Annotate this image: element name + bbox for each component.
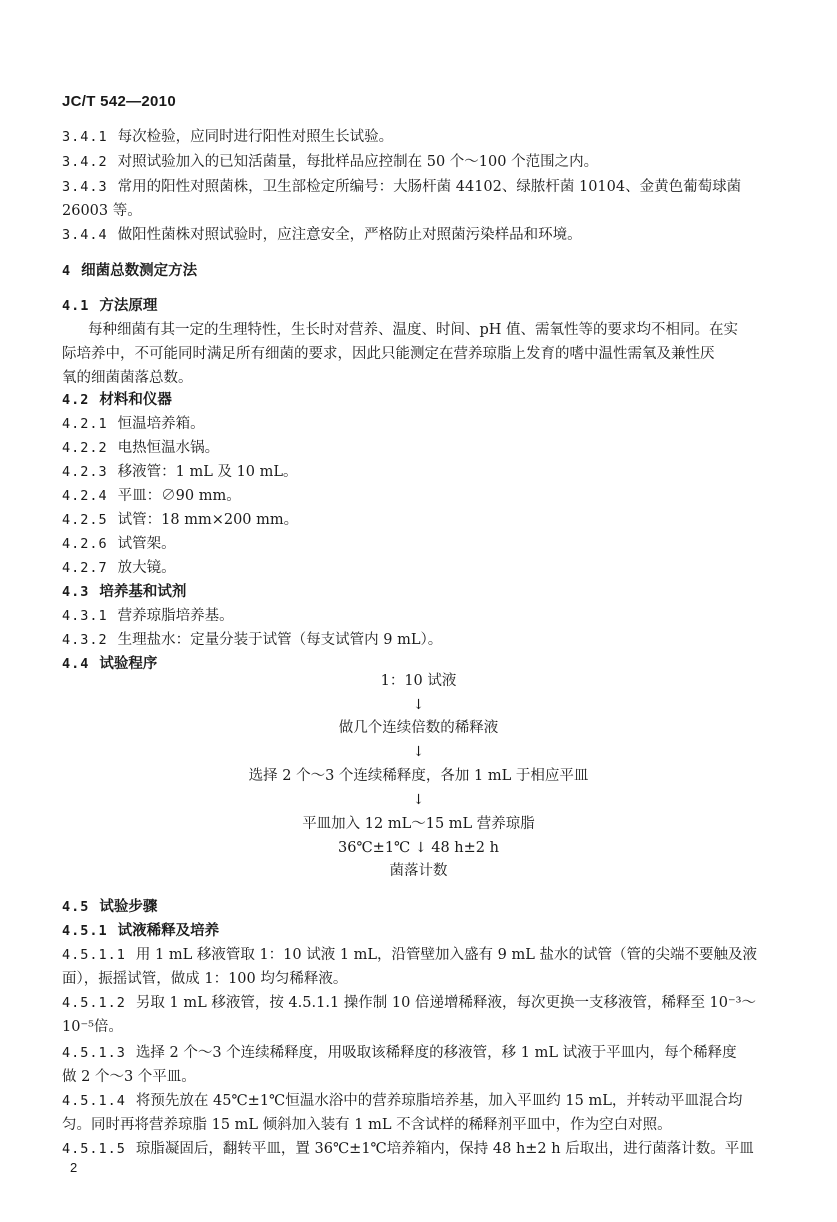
- clause-4-5-1-3-cont: 做 2 个～3 个平皿。: [62, 1069, 196, 1085]
- clause-4-5-1-2-cont: 10⁻⁵倍。: [62, 1019, 123, 1035]
- clause-4-5-1-3: 4.5.1.3 选择 2 个～3 个连续稀释度，用吸取该稀释度的移液管，移 1 mL 试液于平皿内，每个稀释度: [62, 1045, 737, 1061]
- clause-3-4-3-cont: 26003 等。: [62, 203, 142, 219]
- principle-paragraph-line-1: 每种细菌有其一定的生理特性，生长时对营养、温度、时间、pH 值、需氧性等的要求均不相同。在实: [88, 322, 739, 338]
- clause-3-4-1: 3.4.1 每次检验，应同时进行阳性对照生长试验。: [62, 129, 394, 145]
- clause-3-4-3: 3.4.3 常用的阳性对照菌株，卫生部检定所编号：大肠杆菌 44102、绿脓杆菌 10104、金黄色葡萄球菌: [62, 179, 742, 195]
- item-4-2-5: 4.2.5 试管：18 mm×200 mm。: [62, 512, 299, 528]
- clause-4-5-1-1: 4.5.1.1 用 1 mL 移液管取 1：10 试液 1 mL，沿管壁加入盛有 9 mL 盐水的试管（管的尖端不要触及液: [62, 947, 757, 963]
- flow-step-4: 平皿加入 12 mL～15 mL 营养琼脂: [302, 816, 535, 832]
- section-4-3-heading: 4.3 培养基和试剂: [62, 583, 187, 600]
- arrow-down-icon: ↓: [414, 840, 427, 856]
- item-4-2-1: 4.2.1 恒温培养箱。: [62, 416, 205, 432]
- section-4-heading: 4 细菌总数测定方法: [62, 262, 198, 279]
- flow-step-1: 1：10 试液: [380, 673, 457, 689]
- clause-4-5-1-4: 4.5.1.4 将预先放在 45℃±1℃恒温水浴中的营养琼脂培养基，加入平皿约 15 mL，并转动平皿混合均: [62, 1093, 743, 1109]
- clause-4-5-1-4-cont: 匀。同时再将营养琼脂 15 mL 倾斜加入装有 1 mL 不含试样的稀释剂平皿中，作为空白对照。: [62, 1117, 672, 1133]
- clause-4-5-1-2: 4.5.1.2 另取 1 mL 移液管，按 4.5.1.1 操作制 10 倍递增稀释液，每次更换一支移液管，稀释至 10⁻³～: [62, 995, 756, 1011]
- item-4-3-1: 4.3.1 营养琼脂培养基。: [62, 608, 234, 624]
- clause-4-5-1-1-cont: 面），振摇试管，做成 1：100 均匀稀释液。: [62, 971, 348, 987]
- item-4-2-4: 4.2.4 平皿：∅90 mm。: [62, 488, 241, 504]
- flow-step-2: 做几个连续倍数的稀释液: [338, 720, 499, 736]
- section-4-5-1-heading: 4.5.1 试液稀释及培养: [62, 922, 220, 939]
- flow-incubation-condition: 36℃±1℃ ↓ 48 h±2 h: [338, 840, 499, 856]
- arrow-down-icon: ↓: [412, 744, 425, 760]
- principle-paragraph-line-3: 氧的细菌菌落总数。: [62, 370, 193, 386]
- section-4-2-heading: 4.2 材料和仪器: [62, 391, 172, 408]
- arrow-down-icon: ↓: [412, 697, 425, 713]
- item-4-2-7: 4.2.7 放大镜。: [62, 560, 176, 576]
- flow-step-3: 选择 2 个～3 个连续稀释度，各加 1 mL 于相应平皿: [248, 768, 589, 784]
- item-4-2-3: 4.2.3 移液管：1 mL 及 10 mL。: [62, 464, 298, 480]
- item-4-2-6: 4.2.6 试管架。: [62, 536, 176, 552]
- item-4-3-2: 4.3.2 生理盐水：定量分装于试管（每支试管内 9 mL）。: [62, 632, 443, 648]
- flow-step-5: 菌落计数: [389, 863, 448, 879]
- item-4-2-2: 4.2.2 电热恒温水锅。: [62, 440, 220, 456]
- section-4-5-heading: 4.5 试验步骤: [62, 898, 158, 915]
- standard-code: JC/T 542—2010: [62, 93, 176, 110]
- principle-paragraph-line-2: 际培养中，不可能同时满足所有细菌的要求，因此只能测定在营养琼脂上发育的嗜中温性需氧及兼性厌: [62, 346, 715, 362]
- clause-3-4-2: 3.4.2 对照试验加入的已知活菌量，每批样品应控制在 50 个～100 个范围之内。: [62, 154, 599, 170]
- clause-4-5-1-5: 4.5.1.5 琼脂凝固后，翻转平皿，置 36℃±1℃培养箱内，保持 48 h±2 h 后取出，进行菌落计数。平皿: [62, 1141, 754, 1157]
- page-number: 2: [70, 1160, 78, 1175]
- arrow-down-icon: ↓: [412, 792, 425, 808]
- section-4-1-heading: 4.1 方法原理: [62, 297, 158, 314]
- section-4-4-heading: 4.4 试验程序: [62, 655, 158, 672]
- clause-3-4-4: 3.4.4 做阳性菌株对照试验时，应注意安全，严格防止对照菌污染样品和环境。: [62, 227, 582, 243]
